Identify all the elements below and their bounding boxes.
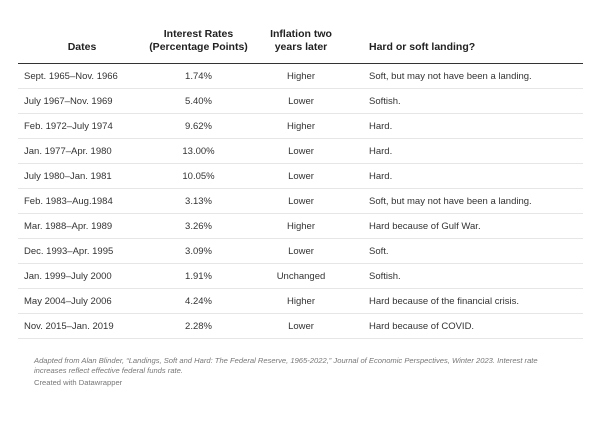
cell-landing: Hard because of COVID. bbox=[351, 314, 583, 339]
cell-inflation: Unchanged bbox=[251, 264, 351, 289]
cell-interest-rate: 3.26% bbox=[146, 214, 251, 239]
cell-interest-rate: 9.62% bbox=[146, 114, 251, 139]
table-row bbox=[18, 314, 583, 339]
cell-interest-rate: 10.05% bbox=[146, 164, 251, 189]
table-row bbox=[18, 89, 583, 114]
landings-table bbox=[18, 28, 583, 339]
cell-landing: Softish. bbox=[351, 264, 583, 289]
cell-interest-rate: 3.09% bbox=[146, 239, 251, 264]
table-row bbox=[18, 214, 583, 239]
table-row bbox=[18, 189, 583, 214]
cell-landing: Hard because of the financial crisis. bbox=[351, 289, 583, 314]
cell-interest-rate: 1.91% bbox=[146, 264, 251, 289]
cell-interest-rate: 2.28% bbox=[146, 314, 251, 339]
source-notes: Adapted from Alan Blinder, “Landings, Soft and Hard: The Federal Reserve, 1965-2022,” Journal of Economic Perspectives, Winter 2023. Interest rate increases reflect effective federal funds rate. bbox=[34, 356, 538, 375]
table-row bbox=[18, 164, 583, 189]
table-row bbox=[18, 139, 583, 164]
cell-inflation: Lower bbox=[251, 239, 351, 264]
cell-interest-rate: 1.74% bbox=[146, 64, 251, 89]
cell-dates: July 1967–Nov. 1969 bbox=[18, 89, 146, 114]
cell-dates: Feb. 1972–July 1974 bbox=[18, 114, 146, 139]
cell-inflation: Higher bbox=[251, 289, 351, 314]
header-inflation bbox=[251, 28, 351, 64]
table-row bbox=[18, 114, 583, 139]
header-row bbox=[18, 28, 583, 64]
cell-interest-rate: 4.24% bbox=[146, 289, 251, 314]
cell-dates: Dec. 1993–Apr. 1995 bbox=[18, 239, 146, 264]
header-dates: Dates bbox=[67, 41, 97, 53]
datawrapper-credit: Created with Datawrapper bbox=[34, 378, 123, 387]
header-inflation-line2: years later bbox=[274, 41, 328, 53]
cell-landing: Soft. bbox=[351, 239, 583, 264]
table-body bbox=[18, 64, 583, 339]
cell-inflation: Lower bbox=[251, 139, 351, 164]
cell-dates: Sept. 1965–Nov. 1966 bbox=[18, 64, 146, 89]
cell-dates: July 1980–Jan. 1981 bbox=[18, 164, 146, 189]
cell-landing: Hard. bbox=[351, 139, 583, 164]
cell-inflation: Lower bbox=[251, 89, 351, 114]
cell-interest-rate: 5.40% bbox=[146, 89, 251, 114]
cell-interest-rate: 13.00% bbox=[146, 139, 251, 164]
header-rates-line2: (Percentage Points) bbox=[149, 41, 248, 53]
cell-landing: Soft, but may not have been a landing. bbox=[351, 189, 583, 214]
cell-dates: May 2004–July 2006 bbox=[18, 289, 146, 314]
cell-landing: Hard. bbox=[351, 164, 583, 189]
cell-inflation: Lower bbox=[251, 164, 351, 189]
cell-dates: Mar. 1988–Apr. 1989 bbox=[18, 214, 146, 239]
cell-dates: Nov. 2015–Jan. 2019 bbox=[18, 314, 146, 339]
cell-dates: Jan. 1977–Apr. 1980 bbox=[18, 139, 146, 164]
header-landing: Hard or soft landing? bbox=[369, 41, 476, 53]
table-row bbox=[18, 239, 583, 264]
header-inflation-line1: Inflation two bbox=[270, 28, 332, 40]
cell-inflation: Lower bbox=[251, 189, 351, 214]
cell-landing: Hard because of Gulf War. bbox=[351, 214, 583, 239]
table-row bbox=[18, 264, 583, 289]
header-rates-line1: Interest Rates bbox=[163, 28, 234, 40]
table-header bbox=[18, 28, 583, 64]
cell-landing: Hard. bbox=[351, 114, 583, 139]
cell-inflation: Higher bbox=[251, 114, 351, 139]
table-row bbox=[18, 289, 583, 314]
cell-dates: Jan. 1999–July 2000 bbox=[18, 264, 146, 289]
cell-inflation: Higher bbox=[251, 214, 351, 239]
header-interest-rates bbox=[146, 28, 251, 64]
cell-interest-rate: 3.13% bbox=[146, 189, 251, 214]
cell-inflation: Lower bbox=[251, 314, 351, 339]
cell-landing: Softish. bbox=[351, 89, 583, 114]
cell-inflation: Higher bbox=[251, 64, 351, 89]
cell-dates: Feb. 1983–Aug.1984 bbox=[18, 189, 146, 214]
table-row bbox=[18, 64, 583, 89]
landings-table-container bbox=[18, 28, 583, 339]
cell-landing: Soft, but may not have been a landing. bbox=[351, 64, 583, 89]
